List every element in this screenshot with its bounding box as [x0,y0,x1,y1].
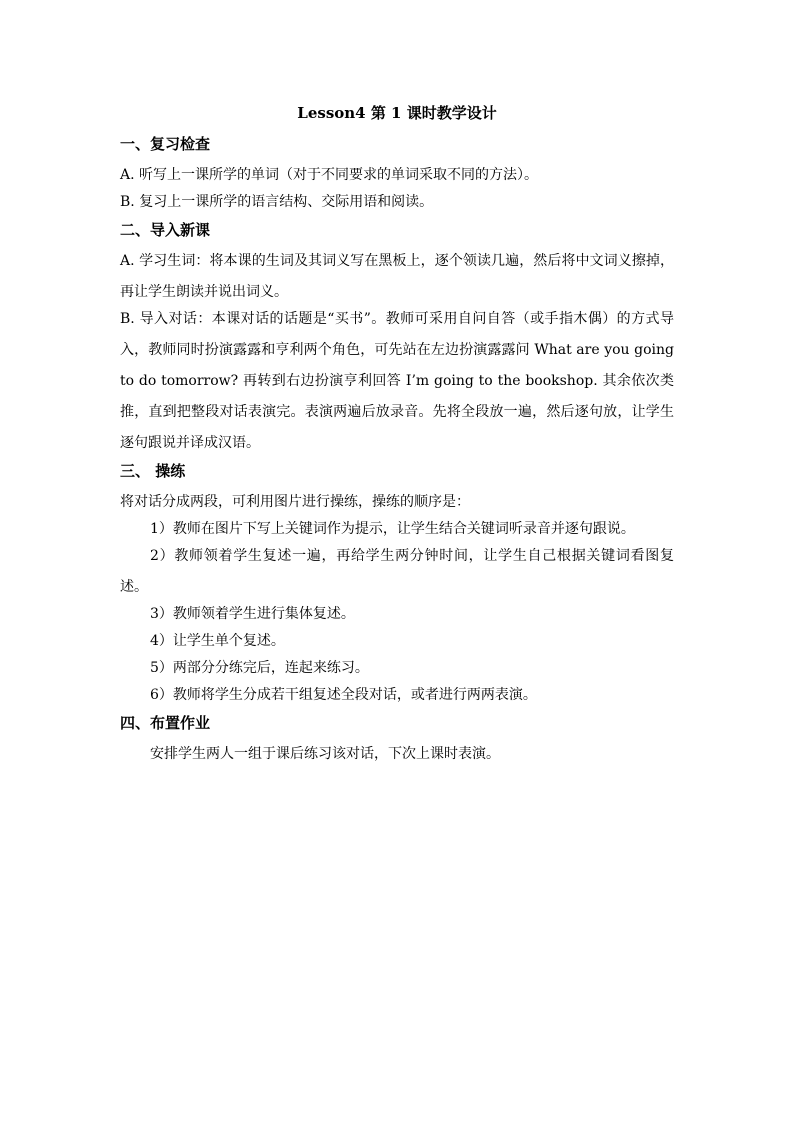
list-item: 6）教师将学生分成若干组复述全段对话，或者进行两两表演。 [150,687,537,703]
list-item: 4）让学生单个复述。 [150,633,285,649]
section-homework [120,712,674,770]
paragraph: B. 复习上一课所学的语言结构、交际用语和阅读。 [120,194,434,210]
section-practice [120,460,674,711]
list-item: 2）教师领着学生复述一遍，再给学生两分钟时间，让学生自己根据关键词看图复述。 [120,548,674,595]
document-content [120,103,674,771]
section-heading: 二、导入新课 [120,221,211,239]
section-heading: 三、 操练 [120,462,186,480]
paragraph: B. 导入对话：本课对话的话题是“买书”。教师可采用自问自答（或手指木偶）的方式导入，教师同时扮演露露和亨利两个角色，可先站在左边扮演露露问 What are you going to do tomorrow? 再转到右边扮演亨利回答 I’m going to the bookshop. 其余依次类推，直到把整段对话表演完。表演两遍后放录音。先将全段放一遍，然后逐句放，让学生逐句跟说并译成汉语。 [120,311,674,451]
list-item: 3）教师领着学生进行集体复述。 [150,606,355,622]
list-item: 1）教师在图片下写上关键词作为提示，让学生结合关键词听录音并逐句跟说。 [150,521,635,537]
paragraph-intro: 将对话分成两段，可利用图片进行操练，操练的顺序是： [120,494,470,510]
list-item: 5）两部分分练完后，连起来练习。 [150,660,369,676]
section-heading: 一、复习检查 [120,135,211,153]
section-review [120,133,674,218]
paragraph: A. 听写上一课所学的单词（对于不同要求的单词采取不同的方法）。 [120,167,539,183]
document-title: Lesson4 第 1 课时教学设计 [297,104,497,122]
paragraph: A. 学习生词：将本课的生词及其词义写在黑板上，逐个领读几遍，然后将中文词义擦掉，再让学生朗读并说出词义。 [120,253,674,300]
section-new-lesson [120,219,674,459]
section-heading: 四、布置作业 [120,714,211,732]
paragraph: 安排学生两人一组于课后练习该对话，下次上课时表演。 [150,746,500,762]
